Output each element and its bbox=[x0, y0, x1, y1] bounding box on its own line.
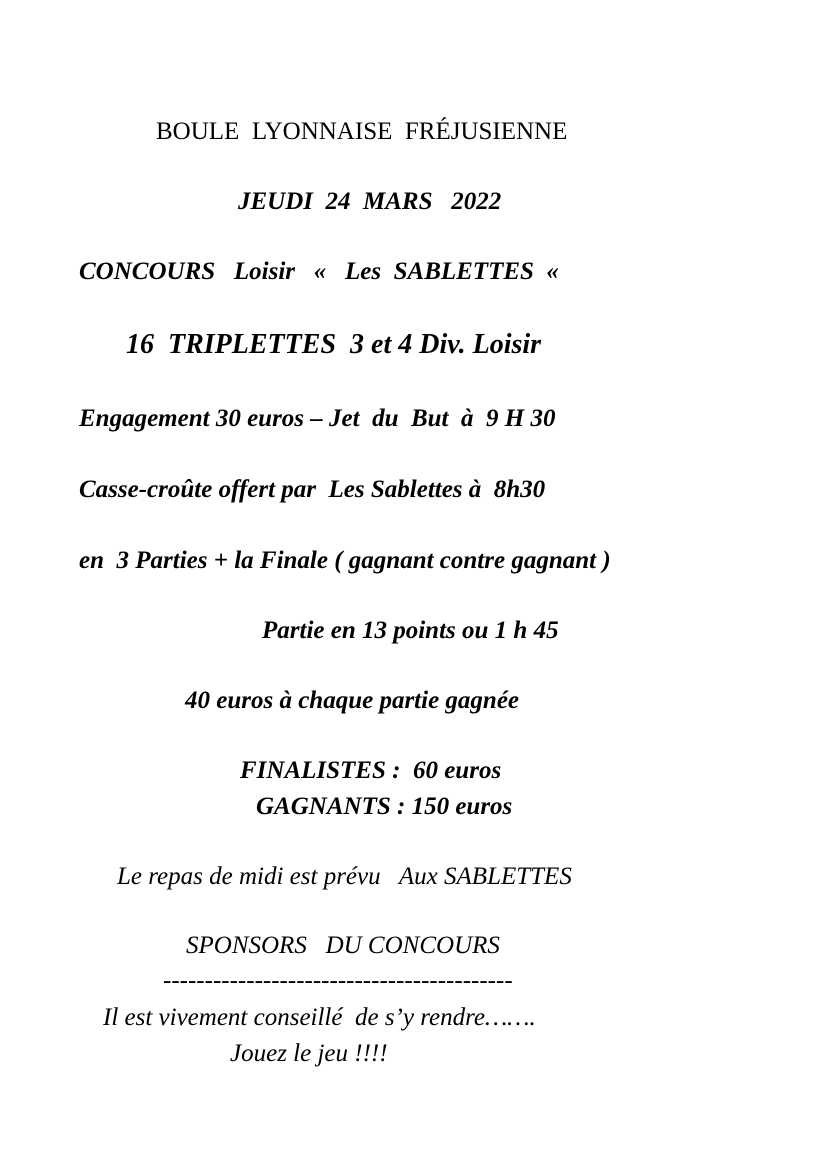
winners-prize: GAGNANTS : 150 euros bbox=[256, 793, 513, 820]
play-the-game-text: Jouez le jeu !!!! bbox=[230, 1040, 388, 1067]
event-date: JEUDI 24 MARS 2022 bbox=[238, 188, 502, 215]
match-duration: Partie en 13 points ou 1 h 45 bbox=[262, 617, 559, 644]
prize-per-game: 40 euros à chaque partie gagnée bbox=[185, 687, 520, 714]
snack-info: Casse-croûte offert par Les Sablettes à 8h30 bbox=[79, 476, 546, 503]
rounds-info: en 3 Parties + la Finale ( gagnant contre gagnant ) bbox=[79, 547, 611, 574]
lunch-info: Le repas de midi est prévu Aux SABLETTES bbox=[117, 863, 572, 890]
sponsors-heading: SPONSORS DU CONCOURS bbox=[186, 932, 500, 959]
entry-fee-info: Engagement 30 euros – Jet du But à 9 H 30 bbox=[79, 405, 556, 432]
advice-text: Il est vivement conseillé de s’y rendre……. bbox=[103, 1004, 536, 1031]
teams-info: 16 TRIPLETTES 3 et 4 Div. Loisir bbox=[126, 329, 542, 360]
dashed-separator: ------------------------------------------ bbox=[163, 967, 513, 994]
event-organizer-title: BOULE LYONNAISE FRÉJUSIENNE bbox=[156, 118, 568, 145]
contest-name: CONCOURS Loisir « Les SABLETTES « bbox=[79, 258, 559, 285]
finalists-prize: FINALISTES : 60 euros bbox=[240, 757, 502, 784]
